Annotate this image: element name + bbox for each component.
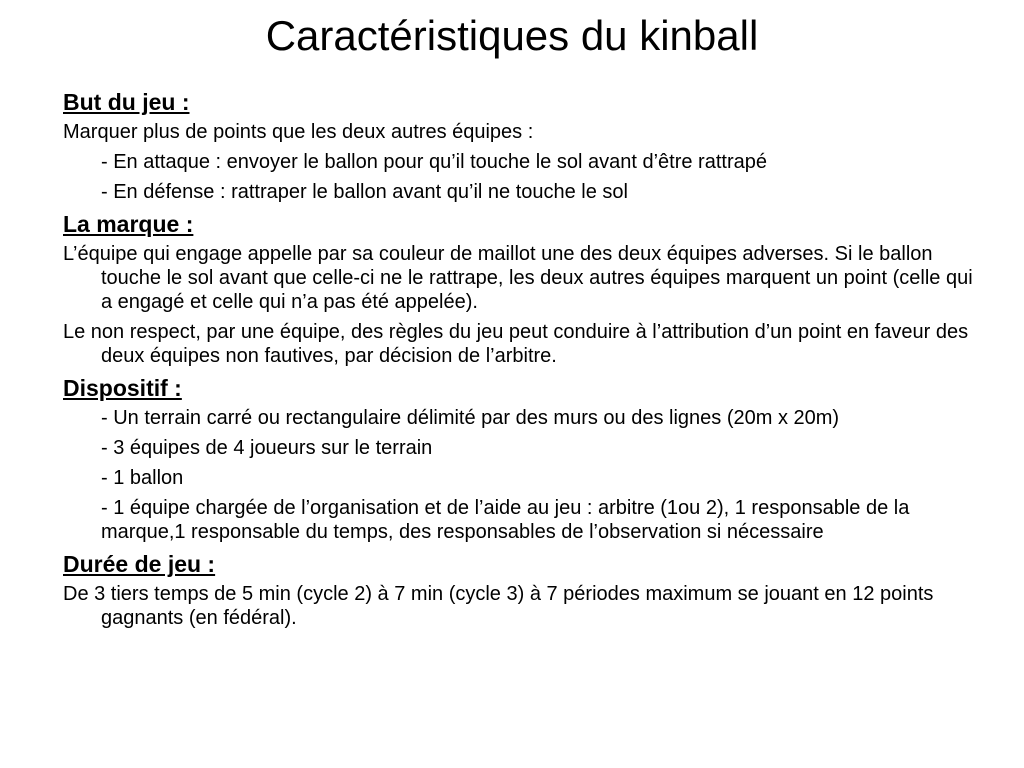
- dispositif-item-ballon: - 1 ballon: [101, 467, 184, 489]
- dispositif-item-terrain: - Un terrain carré ou rectangulaire délimité par des murs ou des lignes (20m x 20m): [101, 407, 840, 429]
- section-but-du-jeu: [63, 88, 973, 204]
- heading-dispositif: Dispositif :: [63, 375, 182, 401]
- dispositif-item-organisation: - 1 équipe chargée de l’organisation et de l’aide au jeu : arbitre (1ou 2), 1 responsable de la marque,1 responsable du temps, des responsables de l’observation si nécessaire: [101, 497, 910, 543]
- slide-content: [63, 88, 973, 636]
- marque-paragraph-2: Le non respect, par une équipe, des règles du jeu peut conduire à l’attribution d’un point en faveur des deux équipes non fautives, par décision de l’arbitre.: [63, 321, 969, 367]
- heading-but-du-jeu: But du jeu :: [63, 89, 190, 115]
- but-intro: Marquer plus de points que les deux autres équipes :: [63, 121, 534, 143]
- but-item-attaque: - En attaque : envoyer le ballon pour qu’il touche le sol avant d’être rattrapé: [101, 151, 767, 173]
- section-dispositif: [63, 374, 973, 544]
- slide-title: Caractéristiques du kinball: [265, 12, 759, 59]
- but-item-defense: - En défense : rattraper le ballon avant qu’il ne touche le sol: [101, 181, 628, 203]
- heading-duree-de-jeu: Durée de jeu :: [63, 551, 216, 577]
- dispositif-item-equipes: - 3 équipes de 4 joueurs sur le terrain: [101, 437, 433, 459]
- duree-text: De 3 tiers temps de 5 min (cycle 2) à 7 min (cycle 3) à 7 périodes maximum se jouant en 12 points gagnants (en fédéral).: [63, 583, 934, 629]
- heading-la-marque: La marque :: [63, 211, 194, 237]
- marque-paragraph-1: L’équipe qui engage appelle par sa couleur de maillot une des deux équipes adverses. Si le ballon touche le sol avant que celle-ci ne le rattrape, les deux autres équipes marquent un point (celle qui a engagé et celle qui n’a pas été appelée).: [63, 243, 973, 313]
- section-duree-de-jeu: [63, 550, 973, 630]
- section-la-marque: [63, 210, 973, 368]
